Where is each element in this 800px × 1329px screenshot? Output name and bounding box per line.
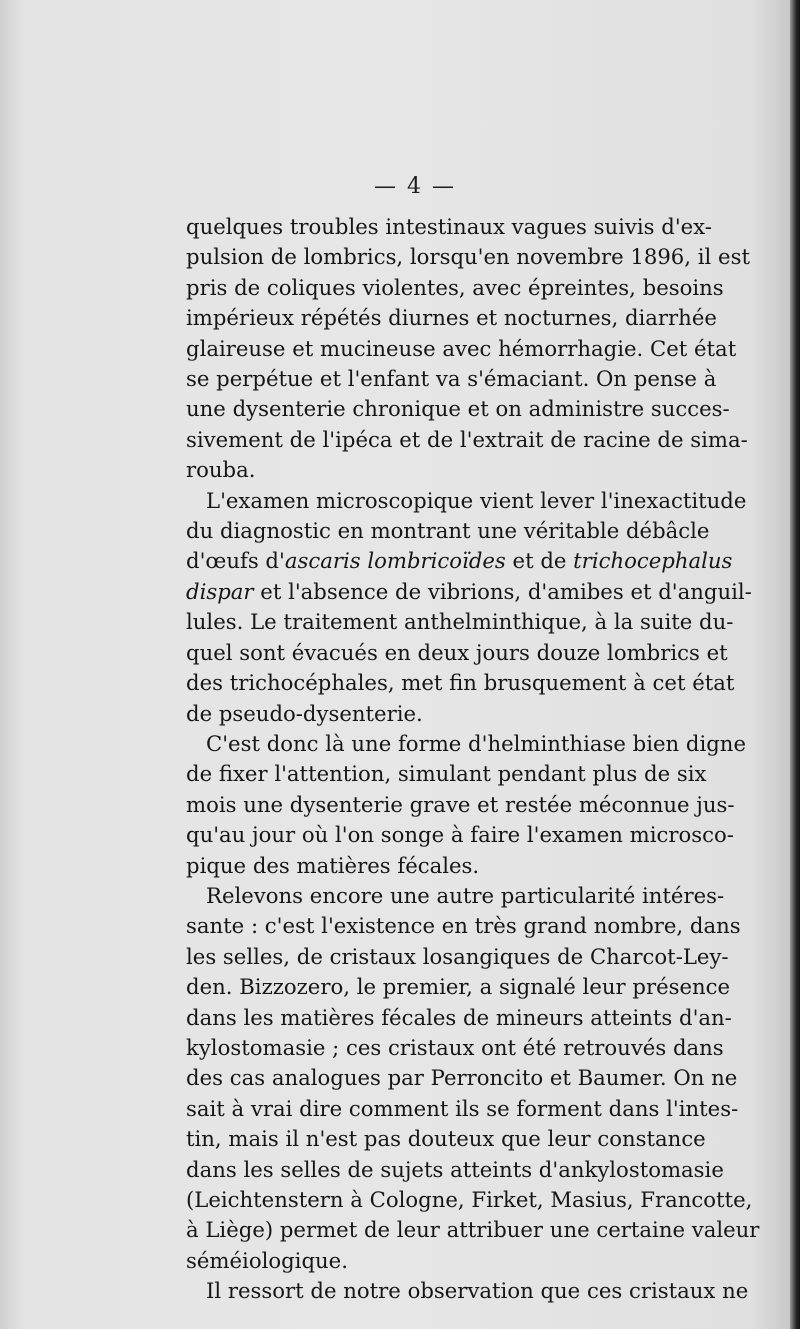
paragraph-3 <box>186 729 746 881</box>
text-line: des trichocéphales, met fin brusquement à cet état <box>186 670 735 696</box>
italic-term-dispar: dispar <box>186 578 254 604</box>
paragraph-2 <box>186 486 752 729</box>
text-line: (Leichtenstern à Cologne, Firket, Masius, Francotte, <box>186 1187 753 1212</box>
text-line: du diagnostic en montrant une véritable débâcle <box>186 518 710 544</box>
text-line-mixed <box>186 577 752 607</box>
text-line: une dysenterie chronique et on administre succes- <box>186 396 730 422</box>
text-line: les selles, de cristaux losangiques de Charcot-Ley- <box>186 943 729 969</box>
text-line: pulsion de lombrics, lorsqu'en novembre 1896, il est <box>186 244 750 270</box>
text-line: mois une dysenterie grave et restée méconnue jus- <box>186 791 735 817</box>
text-line: rouba. <box>186 457 256 483</box>
text-line: qu'au jour où l'on songe à faire l'examen microsco- <box>186 822 734 848</box>
text-line: glaireuse et mucineuse avec hémorrhagie. Cet état <box>186 335 737 361</box>
italic-term-ascaris: ascaris lombricoïdes <box>284 548 506 574</box>
page-edge-shadow <box>790 0 800 1329</box>
text-line: quel sont évacués en deux jours douze lombrics et <box>186 639 728 665</box>
text-line: kylostomasie ; ces cristaux ont été retrouvés dans <box>186 1034 724 1060</box>
text-run: et l'absence de vibrions, d'amibes et d'anguil- <box>253 578 752 604</box>
text-line: de pseudo-dysenterie. <box>186 700 423 726</box>
text-run: et de <box>505 548 574 574</box>
text-line: pique des matières fécales. <box>186 852 480 878</box>
text-line: lules. Le traitement anthelminthique, à la suite du- <box>186 609 734 635</box>
page-text <box>186 212 760 1307</box>
text-line: pris de coliques violentes, avec épreintes, besoins <box>186 274 724 300</box>
text-line: sait à vrai dire comment ils se forment dans l'intes- <box>186 1095 739 1121</box>
text-run: d'œufs d' <box>186 548 285 574</box>
text-line: à Liège) permet de leur attribuer une certaine valeur <box>186 1217 760 1243</box>
text-line: sivement de l'ipéca et de l'extrait de racine de sima- <box>186 426 748 452</box>
text-line: Relevons encore une autre particularité intéres- <box>206 882 725 908</box>
text-line: sante : c'est l'existence en très grand nombre, dans <box>186 913 741 939</box>
text-line: Il ressort de notre observation que ces cristaux ne <box>206 1278 749 1304</box>
text-line: dans les matières fécales de mineurs atteints d'an- <box>186 1004 732 1030</box>
paragraph-1 <box>186 212 750 486</box>
paragraph-5 <box>186 1276 749 1306</box>
paragraph-4 <box>186 881 760 1276</box>
page-number: — 4 — <box>374 174 456 199</box>
text-line: L'examen microscopique vient lever l'inexactitude <box>206 487 747 513</box>
text-line: dans les selles de sujets atteints d'ankylostomasie <box>186 1156 724 1182</box>
text-line: séméiologique. <box>186 1247 348 1273</box>
text-line: den. Bizzozero, le premier, a signalé leur présence <box>186 974 731 1000</box>
italic-term-trichocephalus: trichocephalus <box>573 548 733 574</box>
text-line: des cas analogues par Perroncito et Baumer. On ne <box>186 1065 738 1091</box>
text-line: se perpétue et l'enfant va s'émaciant. On pense à <box>186 366 717 392</box>
text-line: de fixer l'attention, simulant pendant plus de six <box>186 761 707 787</box>
text-line: impérieux répétés diurnes et nocturnes, diarrhée <box>186 305 717 331</box>
text-line: quelques troubles intestinaux vagues suivis d'ex- <box>186 214 712 239</box>
text-line-mixed <box>186 546 733 576</box>
text-line: tin, mais il n'est pas douteux que leur constance <box>186 1126 706 1152</box>
text-line: C'est donc là une forme d'helminthiase bien digne <box>206 730 746 756</box>
